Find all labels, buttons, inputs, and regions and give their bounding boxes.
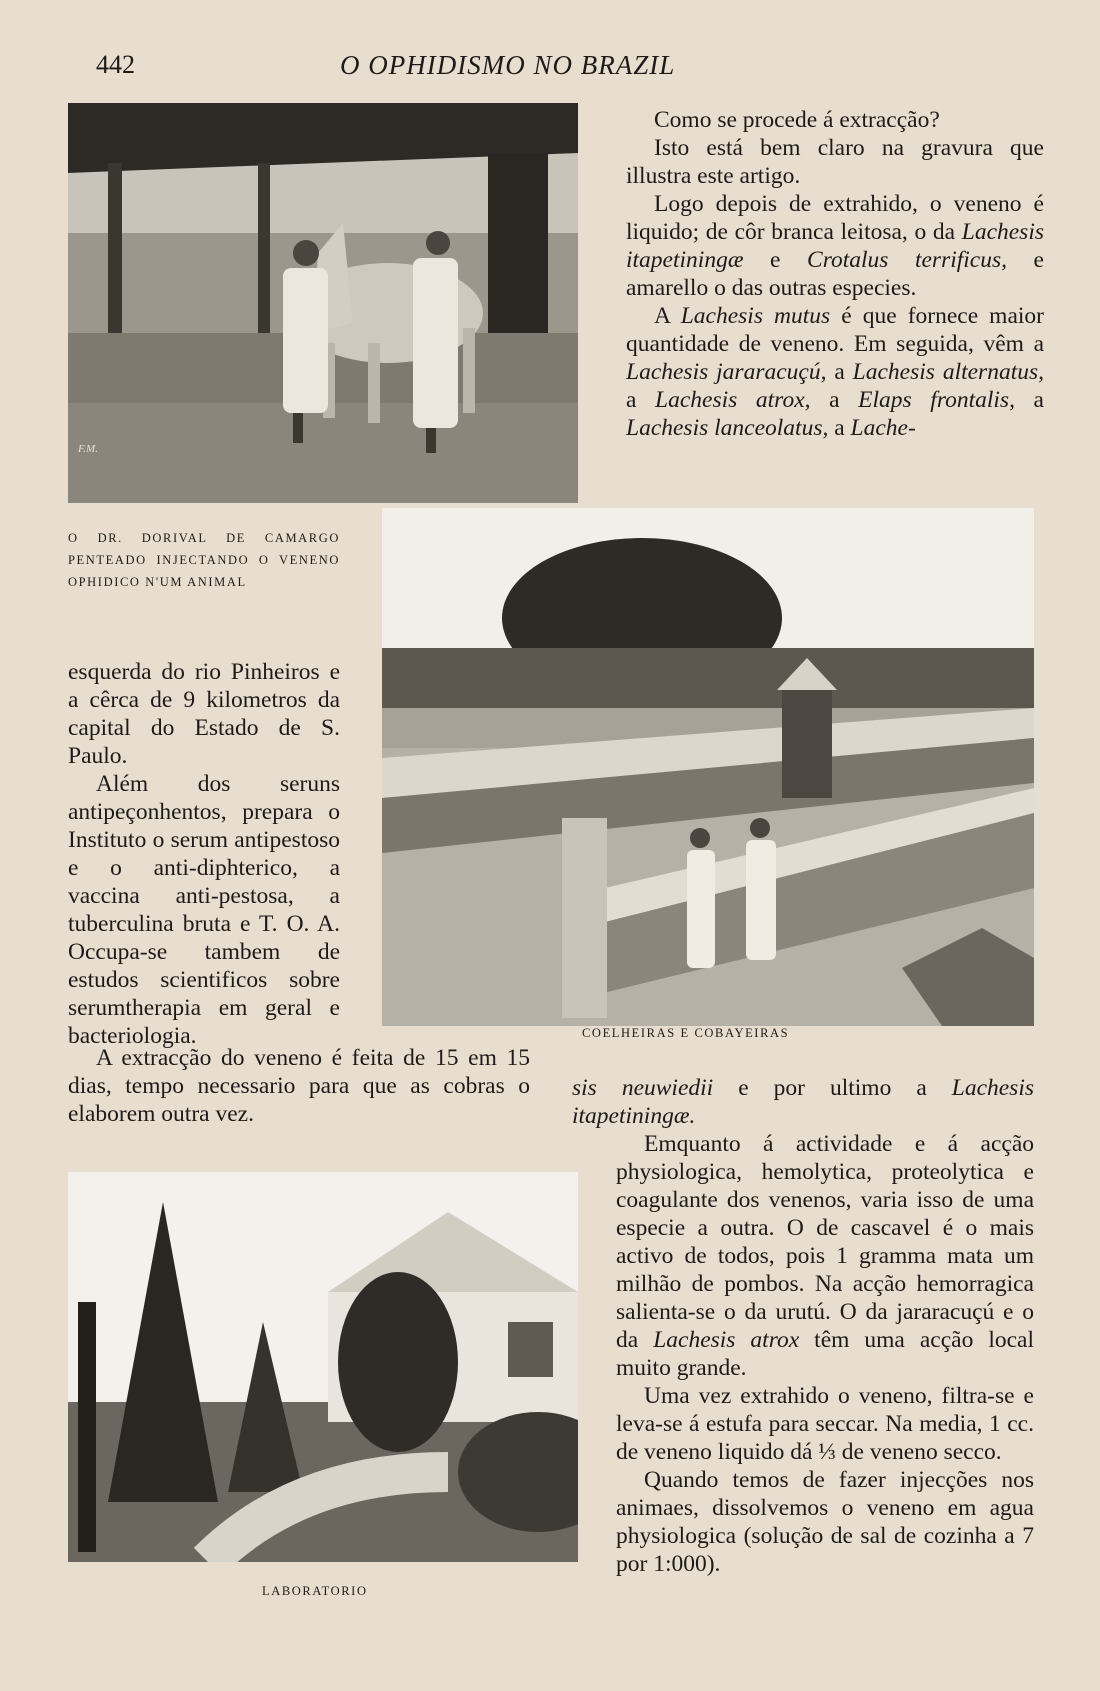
paragraph: Emquanto á actividade e á acção physiologica, hemolytica, proteolytica e coagulante dos venenos, varia isso de uma especie a outra. O de cascavel é o mais activo de todos, pois 1 gramma mata um milhão de pombos. Na acção hemorragica salienta-se o da urutú. O da jararacuçú e o da Lachesis atrox têm uma acção local muito grande. bbox=[616, 1131, 1035, 1381]
caption-laboratory-photo: LABORATORIO bbox=[262, 1584, 368, 1598]
paragraph: Como se procede á extracção? bbox=[654, 107, 940, 133]
caption-hutches-photo: COELHEIRAS E COBAYEIRAS bbox=[582, 1026, 790, 1040]
text-column-bottom-right-cont bbox=[616, 1130, 1034, 1578]
page-number: 442 bbox=[96, 50, 135, 79]
paragraph: Quando temos de fazer injecções nos animaes, dissolvemos o veneno em agua physiologica (solução de sal de cozinha a 7 por 1:000). bbox=[616, 1467, 1034, 1577]
paragraph: Isto está bem claro na gravura que illustra este artigo. bbox=[626, 135, 1044, 189]
photo-horse-injection bbox=[68, 103, 578, 503]
paragraph: Logo depois de extrahido, o veneno é liquido; de côr branca leitosa, o da Lachesis itapetiningæ e Crotalus terrificus, e amarello o das outras especies. bbox=[626, 191, 1044, 301]
photo-hutches bbox=[382, 508, 1034, 1026]
caption-horse-photo: O DR. DORIVAL DE CAMARGO PENTEADO INJECTANDO O VENENO OPHIDICO N'UM ANIMAL bbox=[68, 531, 340, 589]
paragraph: esquerda do rio Pinheiros e a cêrca de 9 kilometros da capital do Estado de S. Paulo. bbox=[68, 659, 340, 769]
photographer-signature: F.M. bbox=[78, 443, 98, 455]
paragraph: Além dos seruns antipeçonhentos, prepara o Instituto o serum antipestoso e o anti-diphterico, a vaccina anti-pestosa, a tuberculina bruta e T. O. A. Occupa-se tambem de estudos scientificos sobre serumtherapia em geral e bacteriologia. bbox=[68, 771, 340, 1049]
photo-laboratory bbox=[68, 1172, 578, 1562]
text-left-final-paragraph bbox=[68, 1044, 530, 1128]
paragraph: Uma vez extrahido o veneno, filtra-se e leva-se á estufa para seccar. Na media, 1 cc. de veneno liquido dá ⅓ de veneno secco. bbox=[616, 1383, 1034, 1465]
running-title: O OPHIDISMO NO BRAZIL bbox=[340, 50, 676, 80]
paragraph: A extracção do veneno é feita de 15 em 15 dias, tempo necessario para que as cobras o elaborem outra vez. bbox=[68, 1045, 530, 1127]
text-column-top-right bbox=[626, 106, 1044, 442]
text-column-bottom-right bbox=[572, 1074, 1034, 1130]
paragraph: sis neuwiedii e por ultimo a Lachesis itapetiningæ. bbox=[572, 1075, 1034, 1129]
text-column-left bbox=[68, 658, 340, 1050]
paragraph: A Lachesis mutus é que fornece maior quantidade de veneno. Em seguida, vêm a Lachesis jararacuçú, a Lachesis alternatus, a Lachesis atrox, a Elaps frontalis, a Lachesis lanceolatus, a Lache- bbox=[626, 303, 1044, 441]
